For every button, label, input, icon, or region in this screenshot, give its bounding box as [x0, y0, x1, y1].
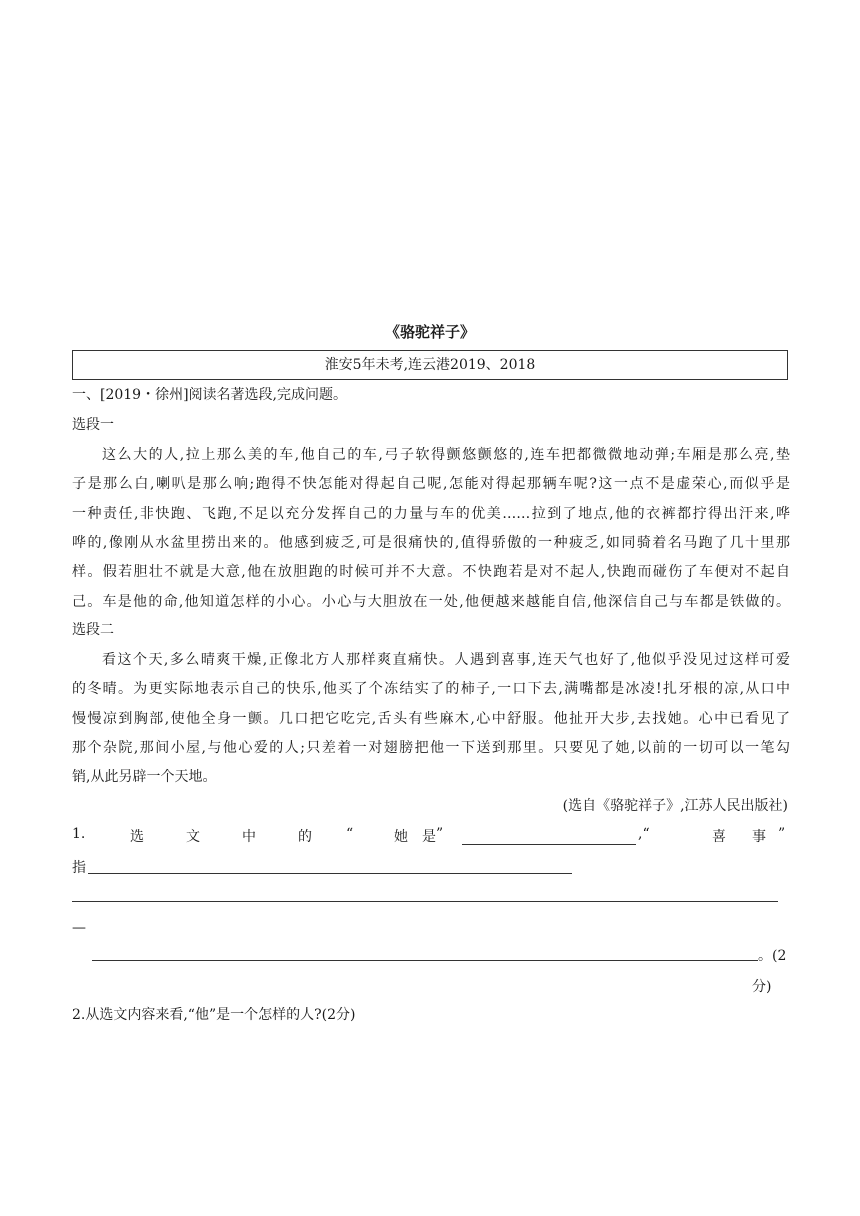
q1-dash: —	[72, 920, 86, 936]
book-title: 《骆驼祥子》	[384, 323, 475, 341]
q1-token: 1.	[72, 826, 86, 842]
q1-token: “	[346, 826, 354, 842]
passage-line: 己。车是他的命,他知道怎样的小心。小心与大胆放在一处,他便越来越能自信,他深信自己与车都是铁做的。	[72, 593, 790, 610]
q1-token: ”	[778, 826, 786, 842]
q1-refers-label: 指	[72, 860, 86, 876]
section1-label: 选段一	[72, 417, 114, 433]
section2-label: 选段二	[72, 622, 114, 638]
passage-line: 样。假若胆壮不就是大意,他在放胆跑的时候可并不大意。不快跑若是对不起人,快跑而碰伤了车便对不起自	[72, 564, 790, 581]
q1-line2	[72, 857, 788, 877]
task-instruction	[72, 384, 788, 404]
task-text: 阅读名著选段,完成问题。	[188, 387, 348, 403]
q1-token: 她	[394, 829, 408, 845]
q1-token: 喜	[712, 829, 726, 845]
answer-blank-event-2[interactable]	[72, 901, 778, 902]
passage-line: 哗的,像刚从水盆里捞出来的。他感到疲乏,可是很痛快的,值得骄傲的一种疲乏,如同骑着名马跑了几十里那	[72, 534, 790, 551]
question-2: 2.从选文内容来看,“他”是一个怎样的人?(2分)	[72, 1007, 356, 1023]
answer-blank-event-1[interactable]	[88, 873, 572, 874]
passage-line: 看这个天,多么晴爽干燥,正像北方人那样爽直痛快。人遇到喜事,连天气也好了,他似乎没见过这样可爱	[102, 652, 790, 668]
passage-line: 销,从此另辟一个天地。	[72, 769, 217, 786]
q1-score: 。(2	[758, 948, 787, 964]
q1-score-unit: 分)	[752, 979, 772, 995]
exam-source-box: 淮安5年未考,连云港2019、2018	[72, 350, 788, 380]
passage-line: 那个杂院,那间小屋,与他心爱的人;只差着一对翅膀把他一下送到那里。只要见了她,以前的一切可以一笔勾	[72, 739, 790, 756]
answer-blank-her[interactable]	[462, 844, 636, 845]
passage-citation: (选自《骆驼祥子》,江苏人民出版社)	[562, 798, 788, 814]
q1-token: 是	[422, 829, 436, 845]
question-1-line1	[72, 826, 788, 846]
q1-token: 的	[298, 829, 312, 845]
q1-token: 文	[186, 829, 200, 845]
passage-line: 慢慢凉到胸部,使他全身一颤。几口把它吃完,舌头有些麻木,心中舒服。他扯开大步,去找她。心中已看见了	[72, 710, 790, 727]
q1-token: 事	[752, 829, 766, 845]
passage-line: 一种责任,非快跑、飞跑,不足以充分发挥自己的力量与车的优美……拉到了地点,他的衣裤都拧得出汗来,哗	[72, 505, 790, 522]
answer-blank-event-3[interactable]	[92, 960, 758, 961]
q1-token: ”	[436, 826, 444, 842]
q1-token: 中	[242, 829, 256, 845]
q1-comma: ,“	[638, 826, 650, 842]
passage-line: 子是那么白,喇叭是那么响;跑得不快怎能对得起自己呢,怎能对得起那辆车呢?这一点不是虚荣心,而似乎是	[72, 476, 790, 493]
passage-line: 的冬晴。为更实际地表示自己的快乐,他买了个冻结实了的柿子,一口下去,满嘴都是冰凌!扎牙根的凉,从口中	[72, 681, 790, 698]
q1-token: 选	[130, 829, 144, 845]
task-source-tag: 一、[2019・徐州]	[72, 387, 189, 403]
passage-line: 这么大的人,拉上那么美的车,他自己的车,弓子软得颤悠颤悠的,连车把都微微地动弹;车厢是那么亮,垫	[102, 447, 790, 463]
